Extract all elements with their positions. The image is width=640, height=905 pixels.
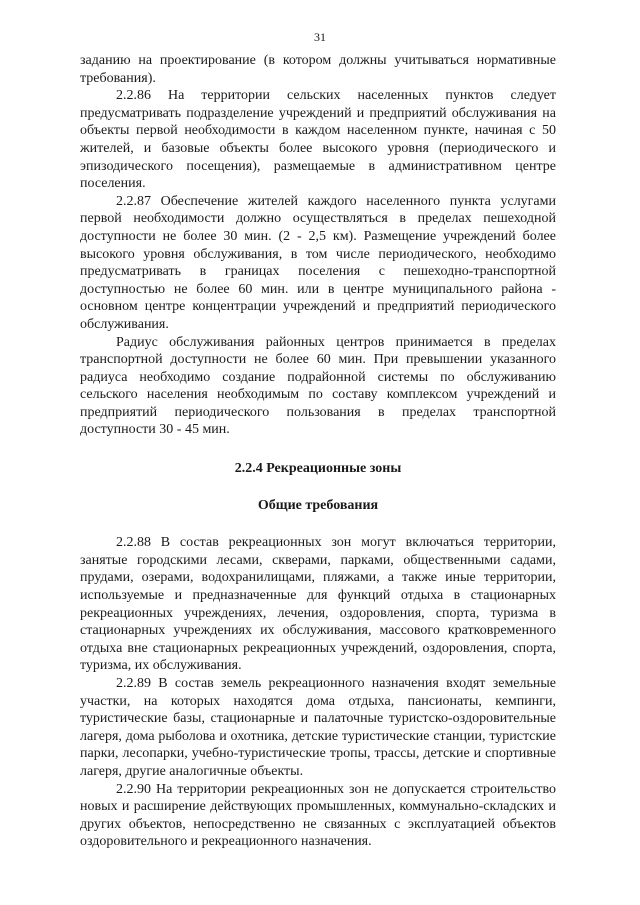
paragraph: Радиус обслуживания районных центров принимается в пределах транспортной доступности не более 60 мин. При превышении указанного радиуса необходимо создание подрайонной системы по обслуживанию сельского населения необходимым по составу комплексом учреждений и предприятий периодического пользования в пределах транспортной доступности 30 - 45 мин. <box>80 334 556 438</box>
paragraph: 2.2.87 Обеспечение жителей каждого населенного пункта услугами первой необходимости должно осуществляться в пределах пешеходной доступности не более 30 мин. (2 - 2,5 км). Размещение учреждений более высокого уровня обслуживания, в том числе периодического, необходимо предусматривать в границах поселения с пешеходно-транспортной доступностью не более 60 мин. или в центре муниципального района - основном центре концентрации учреждений и предприятий периодического обслуживания. <box>80 193 556 332</box>
subsection-heading: Общие требования <box>257 497 379 513</box>
paragraph: 2.2.89 В состав земель рекреационного назначения входят земельные участки, на которых находятся дома отдыха, пансионаты, кемпинги, туристические базы, стационарные и палаточные туристско-оздоровительные лагеря, дома рыболова и охотника, детские туристические станции, туристские парки, лесопарки, учебно-туристические тропы, трассы, детские и спортивные лагеря, другие аналогичные объекты. <box>80 676 556 779</box>
spacer <box>80 478 556 497</box>
paragraph: заданию на проектирование (в котором должны учитываться нормативные требования). <box>80 53 556 86</box>
paragraph: 2.2.90 На территории рекреационных зон не допускается строительство новых и расширение действующих промышленных, коммунально-складских и других объектов, непосредственно не связанных с эксплуатацией объектов оздоровительного и рекреационного назначения. <box>80 781 556 850</box>
spacer <box>80 439 556 460</box>
spacer <box>80 514 556 534</box>
page-number: 31 <box>314 30 326 44</box>
document-body <box>80 52 556 851</box>
paragraph: 2.2.88 В состав рекреационных зон могут включаться территории, занятые городскими лесами, скверами, парками, общественными садами, прудами, озерами, водохранилищами, пляжами, а также иные территории, используемые и предназначенные для функций отдыха в стационарных рекреационных учреждениях, лечения, оздоровления, спорта, туризма в стационарных учреждениях их обслуживания, массового кратковременного отдыха вне стационарных рекреационных учреждений, оздоровления, спорта, туризма, их обслуживания. <box>80 535 556 674</box>
paragraph: 2.2.86 На территории сельских населенных пунктов следует предусматривать подразделение учреждений и предприятий обслуживания на объекты первой необходимости в каждом населенном пункте, начиная с 50 жителей, и базовые объекты более высокого уровня (периодического и эпизодического посещения), размещаемые в административном центре поселения. <box>80 88 556 192</box>
section-heading: 2.2.4 Рекреационные зоны <box>234 461 402 477</box>
